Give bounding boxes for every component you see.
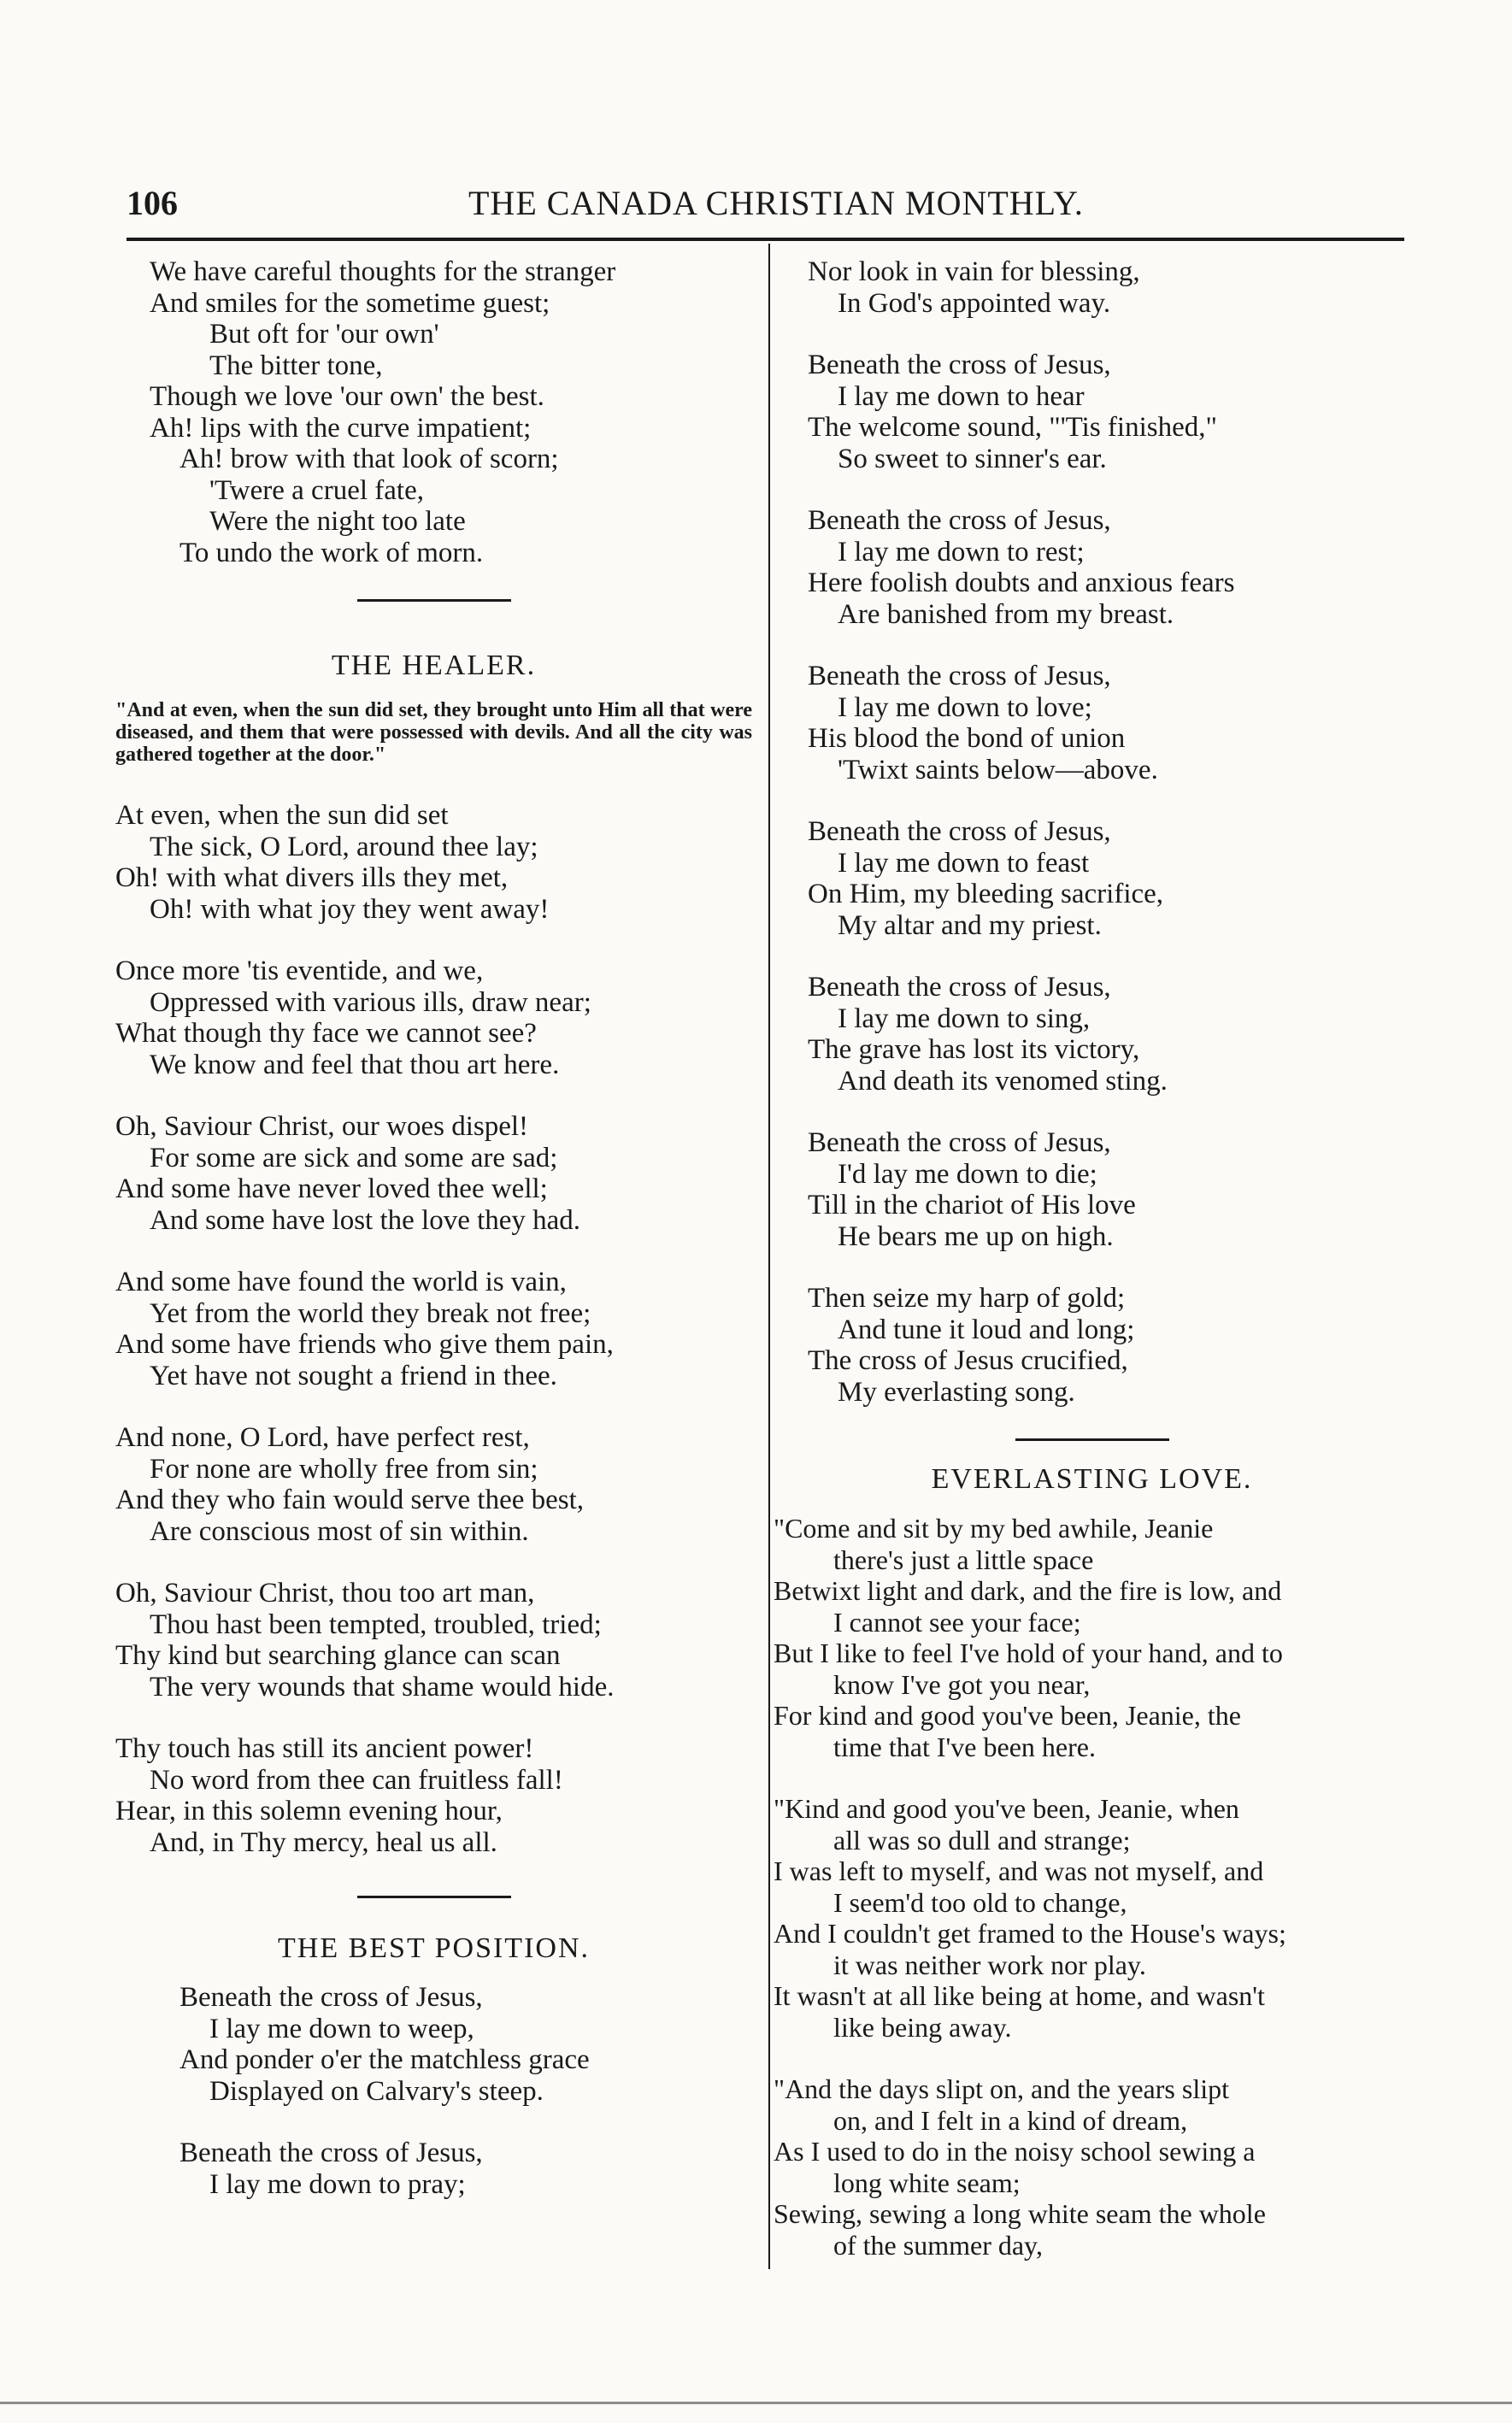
verse-line: Are banished from my breast. bbox=[838, 598, 1174, 630]
verse-line: So sweet to sinner's ear. bbox=[838, 443, 1107, 474]
poem-the-healer bbox=[115, 650, 752, 1858]
text-line: For kind and good you've been, Jeanie, the bbox=[774, 1700, 1241, 1731]
verse-line: Were the night too late bbox=[209, 506, 466, 537]
verse-line: Oh, Saviour Christ, our woes dispel! bbox=[115, 1111, 529, 1142]
stanza bbox=[115, 1267, 752, 1391]
text-line: "Come and sit by my bed awhile, Jeanie bbox=[774, 1513, 1214, 1544]
stanza bbox=[774, 1283, 1410, 1408]
stanza bbox=[115, 1578, 752, 1703]
paragraph bbox=[774, 1513, 1410, 1762]
verse-line: Displayed on Calvary's steep. bbox=[209, 2075, 544, 2107]
stanza bbox=[115, 800, 752, 925]
poem-everlasting-love bbox=[774, 1463, 1410, 2261]
epigraph: "And at even, when the sun did set, they brought unto Him all that were diseased, and them that were possessed with devils. And all the city was gathered together at the door." bbox=[115, 699, 752, 766]
text-line: "And the days slipt on, and the years slipt bbox=[774, 2073, 1229, 2104]
stanza bbox=[115, 2138, 752, 2200]
poem-title: THE HEALER. bbox=[331, 650, 537, 681]
verse-line: Thy touch has still its ancient power! bbox=[115, 1733, 534, 1764]
column-rule bbox=[768, 244, 770, 2269]
text-line: I cannot see your face; bbox=[833, 1606, 1081, 1638]
verse-line: Oppressed with various ills, draw near; bbox=[150, 986, 591, 1018]
verse-line: The grave has lost its victory, bbox=[808, 1034, 1140, 1065]
verse-line: Thy kind but searching glance can scan bbox=[115, 1640, 561, 1671]
verse-line: And some have lost the love they had. bbox=[150, 1204, 581, 1236]
stanza bbox=[774, 350, 1410, 474]
stanza bbox=[774, 1127, 1410, 1252]
section-divider bbox=[357, 1896, 511, 1898]
text-line: of the summer day, bbox=[833, 2229, 1043, 2261]
text-line: Betwixt light and dark, and the fire is low, and bbox=[774, 1575, 1282, 1606]
stanza bbox=[115, 1422, 752, 1547]
text-line: And I couldn't get framed to the House's ways; bbox=[774, 1918, 1286, 1949]
verse-line: And ponder o'er the matchless grace bbox=[179, 2044, 590, 2075]
verse-line: On Him, my bleeding sacrifice, bbox=[808, 879, 1164, 909]
text-line: it was neither work nor play. bbox=[833, 1949, 1146, 1980]
verse-line: And some have never loved thee well; bbox=[115, 1173, 548, 1204]
stanza bbox=[774, 661, 1410, 785]
text-line: But I like to feel I've hold of your hand, and to bbox=[774, 1638, 1283, 1668]
verse-line: Ah! lips with the curve impatient; bbox=[150, 412, 532, 444]
verse-line: The cross of Jesus crucified, bbox=[808, 1345, 1128, 1376]
stanza bbox=[774, 972, 1410, 1097]
verse-line: He bears me up on high. bbox=[838, 1220, 1114, 1252]
verse-line: 'Twere a cruel fate, bbox=[209, 474, 424, 506]
stanza bbox=[115, 1982, 752, 2107]
page-number: 106 bbox=[126, 184, 178, 222]
verse-line: Till in the chariot of His love bbox=[808, 1190, 1136, 1220]
verse-line: Yet have not sought a friend in thee. bbox=[150, 1360, 557, 1391]
stanza bbox=[774, 816, 1410, 941]
verse-line: Thou hast been tempted, troubled, tried; bbox=[150, 1608, 602, 1640]
left-column bbox=[115, 256, 752, 2231]
verse-line: Beneath the cross of Jesus, bbox=[808, 350, 1111, 380]
text-line: I seem'd too old to change, bbox=[833, 1886, 1127, 1918]
verse-line: Hear, in this solemn evening hour, bbox=[115, 1796, 503, 1826]
verse-line: Nor look in vain for blessing, bbox=[808, 256, 1140, 287]
verse-line: And none, O Lord, have perfect rest, bbox=[115, 1422, 530, 1453]
verse-line: And tune it loud and long; bbox=[838, 1314, 1135, 1345]
verse-line: And some have found the world is vain, bbox=[115, 1267, 567, 1297]
section-divider bbox=[357, 599, 511, 602]
verse-line: The sick, O Lord, around thee lay; bbox=[150, 831, 538, 862]
text-line: As I used to do in the noisy school sewing a bbox=[774, 2136, 1256, 2167]
stanza-list bbox=[115, 1982, 752, 2200]
verse-line: Beneath the cross of Jesus, bbox=[179, 1982, 483, 2013]
verse-line: I lay me down to rest; bbox=[838, 536, 1085, 568]
verse-line: Beneath the cross of Jesus, bbox=[179, 2138, 483, 2168]
verse-line: For none are wholly free from sin; bbox=[150, 1453, 538, 1485]
text-line: like being away. bbox=[833, 2011, 1012, 2043]
right-column bbox=[774, 256, 1410, 2291]
verse-line: For some are sick and some are sad; bbox=[150, 1142, 558, 1173]
text-line: on, and I felt in a kind of dream, bbox=[833, 2104, 1188, 2136]
verse-line: And smiles for the sometime guest; bbox=[150, 287, 550, 319]
verse-line: My everlasting song. bbox=[838, 1376, 1075, 1408]
verse-line: What though thy face we cannot see? bbox=[115, 1018, 537, 1049]
verse-line: I lay me down to sing, bbox=[838, 1003, 1091, 1034]
text-line: know I've got you near, bbox=[833, 1668, 1091, 1700]
stanza bbox=[115, 1733, 752, 1858]
paragraph-list bbox=[774, 1513, 1410, 2261]
text-line: time that I've been here. bbox=[833, 1731, 1096, 1762]
verse-line: Are conscious most of sin within. bbox=[150, 1515, 529, 1547]
verse-line: Once more 'tis eventide, and we, bbox=[115, 956, 484, 986]
verse-line: Oh, Saviour Christ, thou too art man, bbox=[115, 1578, 535, 1608]
verse-line: 'Twixt saints below—above. bbox=[838, 754, 1158, 785]
verse-line: My altar and my priest. bbox=[838, 909, 1102, 941]
verse-line: I lay me down to love; bbox=[838, 691, 1092, 723]
verse-line: But oft for 'our own' bbox=[209, 319, 439, 350]
text-line: "Kind and good you've been, Jeanie, when bbox=[774, 1793, 1239, 1824]
stanza-list bbox=[115, 800, 752, 1858]
text-line: long white seam; bbox=[833, 2167, 1021, 2198]
opening-stanza bbox=[115, 256, 752, 568]
verse-line: I lay me down to pray; bbox=[209, 2168, 466, 2200]
header-rule bbox=[126, 238, 1404, 241]
verse-line: I lay me down to hear bbox=[838, 380, 1085, 412]
verse-line: Oh! with what divers ills they met, bbox=[115, 862, 509, 893]
paragraph bbox=[774, 2073, 1410, 2261]
text-line: Sewing, sewing a long white seam the whole bbox=[774, 2198, 1266, 2229]
verse-line: Beneath the cross of Jesus, bbox=[808, 972, 1111, 1003]
poem-title: THE BEST POSITION. bbox=[278, 1932, 590, 1964]
stanza bbox=[774, 505, 1410, 630]
verse-line: Oh! with what joy they went away! bbox=[150, 893, 550, 925]
verse-line: Beneath the cross of Jesus, bbox=[808, 661, 1111, 691]
verse-line: Then seize my harp of gold; bbox=[808, 1283, 1126, 1314]
verse-line: The very wounds that shame would hide. bbox=[150, 1671, 615, 1703]
verse-line: Beneath the cross of Jesus, bbox=[808, 816, 1111, 847]
verse-line: Though we love 'our own' the best. bbox=[150, 381, 544, 412]
verse-line: The welcome sound, "'Tis finished," bbox=[808, 412, 1217, 443]
stanza bbox=[774, 256, 1410, 319]
paragraph bbox=[774, 1793, 1410, 2043]
running-head: THE CANADA CHRISTIAN MONTHLY. bbox=[468, 184, 1084, 222]
verse-line: I lay me down to feast bbox=[838, 847, 1090, 879]
poem-best-position bbox=[115, 1932, 752, 2200]
verse-line: I'd lay me down to die; bbox=[838, 1158, 1097, 1190]
text-line: It wasn't at all like being at home, and wasn't bbox=[774, 1980, 1265, 2011]
verse-line: We know and feel that thou art here. bbox=[150, 1049, 560, 1080]
verse-line: The bitter tone, bbox=[209, 350, 383, 381]
verse-line: Here foolish doubts and anxious fears bbox=[808, 568, 1235, 598]
text-line: there's just a little space bbox=[833, 1544, 1094, 1575]
bottom-edge-rule bbox=[0, 2402, 1512, 2404]
verse-line: Ah! brow with that look of scorn; bbox=[179, 444, 559, 474]
page-header bbox=[126, 171, 1404, 231]
stanza bbox=[115, 956, 752, 1080]
verse-line: We have careful thoughts for the stranger bbox=[150, 256, 616, 287]
verse-line: And they who fain would serve thee best, bbox=[115, 1485, 585, 1515]
verse-line: And death its venomed sting. bbox=[838, 1065, 1168, 1097]
section-divider bbox=[1015, 1438, 1169, 1441]
verse-line: His blood the bond of union bbox=[808, 723, 1126, 754]
verse-line: At even, when the sun did set bbox=[115, 800, 449, 831]
verse-line: And some have friends who give them pain, bbox=[115, 1329, 614, 1360]
poem-title: EVERLASTING LOVE. bbox=[931, 1463, 1253, 1495]
verse-line: In God's appointed way. bbox=[838, 287, 1111, 319]
verse-line: To undo the work of morn. bbox=[179, 537, 484, 568]
verse-line: No word from thee can fruitless fall! bbox=[150, 1764, 563, 1796]
verse-line: Yet from the world they break not free; bbox=[150, 1297, 591, 1329]
stanza bbox=[115, 1111, 752, 1236]
verse-line: Beneath the cross of Jesus, bbox=[808, 1127, 1111, 1158]
verse-line: Beneath the cross of Jesus, bbox=[808, 505, 1111, 536]
poem-best-position-continued bbox=[774, 256, 1410, 1408]
text-line: all was so dull and strange; bbox=[833, 1824, 1131, 1855]
verse-line: I lay me down to weep, bbox=[209, 2013, 474, 2044]
verse-line: And, in Thy mercy, heal us all. bbox=[150, 1826, 497, 1858]
text-line: I was left to myself, and was not myself, and bbox=[774, 1855, 1264, 1886]
